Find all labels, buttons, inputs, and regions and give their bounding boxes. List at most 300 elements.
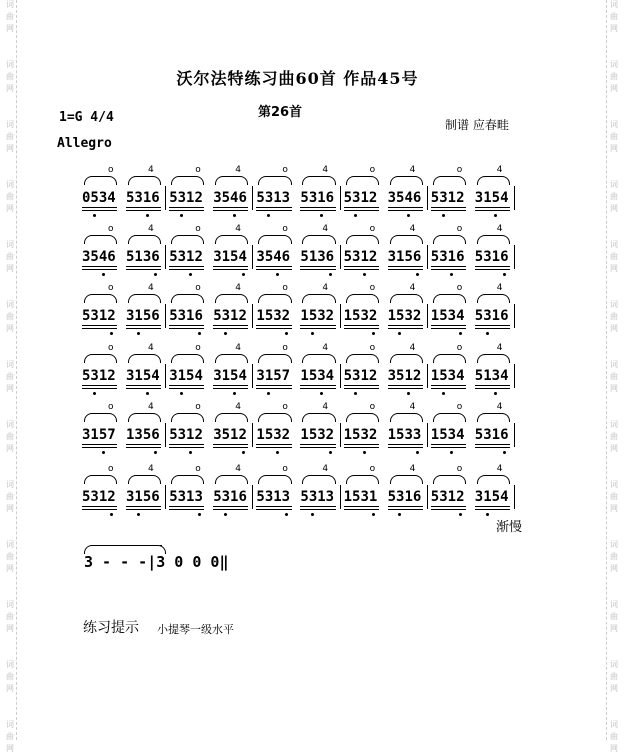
watermark-glyph: 曲 bbox=[610, 432, 618, 441]
open-string-mark: o bbox=[282, 165, 288, 175]
slur bbox=[84, 475, 117, 484]
note-group: 5134 bbox=[474, 368, 509, 384]
slur bbox=[346, 176, 379, 185]
slur bbox=[171, 176, 204, 185]
open-string-mark: o bbox=[456, 224, 463, 234]
fingering-mark: 4 bbox=[409, 464, 416, 474]
fingering-mark: 4 bbox=[235, 343, 241, 353]
note-group: 5312 bbox=[430, 190, 465, 206]
note-group: 1534 bbox=[430, 308, 465, 324]
open-string-mark: o bbox=[195, 224, 201, 234]
open-string-mark: o bbox=[195, 165, 201, 175]
practice-level: 小提琴一级水平 bbox=[157, 623, 234, 636]
note-group: 1532 bbox=[256, 308, 291, 324]
octave-dot bbox=[146, 392, 149, 395]
watermark-glyph: 网 bbox=[6, 684, 14, 693]
slur bbox=[171, 235, 204, 244]
octave-dot bbox=[180, 392, 183, 395]
octave-dot bbox=[276, 451, 279, 454]
slur bbox=[390, 294, 423, 303]
note-group: 3154 bbox=[474, 190, 509, 206]
watermark-glyph: 曲 bbox=[6, 372, 14, 381]
octave-dot bbox=[459, 332, 462, 335]
open-string-mark: o bbox=[108, 464, 114, 474]
slur bbox=[477, 475, 510, 484]
octave-dot bbox=[93, 214, 96, 217]
octave-dot bbox=[102, 273, 105, 276]
bar-line bbox=[427, 245, 428, 269]
slur bbox=[302, 294, 335, 303]
open-string-mark: o bbox=[108, 165, 114, 175]
slur bbox=[84, 413, 117, 422]
octave-dot bbox=[198, 332, 201, 335]
slur bbox=[84, 294, 117, 303]
octave-dot bbox=[233, 214, 236, 217]
octave-dot bbox=[233, 392, 236, 395]
watermark-glyph: 词 bbox=[6, 660, 14, 669]
fingering-mark: 4 bbox=[409, 402, 416, 412]
watermark-glyph: 词 bbox=[610, 720, 618, 729]
transcriber-credit: 制谱 应春畦 bbox=[445, 118, 509, 132]
octave-dot bbox=[198, 513, 201, 516]
note-group: 5312 bbox=[169, 427, 203, 443]
note-group: 1531 bbox=[343, 489, 378, 505]
watermark-glyph: 词 bbox=[610, 360, 618, 369]
bar-line bbox=[427, 304, 428, 328]
watermark-glyph: 网 bbox=[6, 564, 14, 573]
watermark-glyph: 曲 bbox=[610, 492, 618, 501]
octave-dot bbox=[180, 214, 183, 217]
note-group: 5136 bbox=[126, 249, 160, 265]
note-group: 3157 bbox=[82, 427, 116, 443]
note-group: 1534 bbox=[300, 368, 335, 384]
slur bbox=[390, 413, 423, 422]
fingering-mark: 4 bbox=[409, 165, 416, 175]
note-group: 3546 bbox=[387, 190, 422, 206]
fingering-mark: 4 bbox=[148, 283, 154, 293]
octave-dot bbox=[102, 451, 105, 454]
note-group: 5313 bbox=[300, 489, 335, 505]
watermark-glyph: 曲 bbox=[6, 612, 14, 621]
bar-line bbox=[427, 186, 428, 210]
watermark-glyph: 词 bbox=[6, 300, 14, 309]
octave-dot bbox=[329, 451, 332, 454]
octave-dot bbox=[311, 513, 314, 516]
note-group: 5312 bbox=[343, 190, 378, 206]
bar-line bbox=[165, 485, 166, 509]
octave-dot bbox=[267, 392, 270, 395]
note-group: 3156 bbox=[126, 308, 160, 324]
open-string-mark: o bbox=[369, 343, 376, 353]
watermark-glyph: 曲 bbox=[6, 492, 14, 501]
octave-dot bbox=[146, 214, 149, 217]
slur bbox=[128, 294, 161, 303]
watermark-glyph: 网 bbox=[610, 624, 618, 633]
open-string-mark: o bbox=[456, 343, 463, 353]
open-string-mark: o bbox=[282, 283, 288, 293]
slur bbox=[433, 475, 466, 484]
note-group: 5313 bbox=[256, 489, 291, 505]
bar-line bbox=[165, 304, 166, 328]
watermark-glyph: 曲 bbox=[610, 552, 618, 561]
watermark-glyph: 词 bbox=[610, 660, 618, 669]
watermark-glyph: 词 bbox=[6, 0, 14, 9]
watermark-glyph: 词 bbox=[6, 420, 14, 429]
open-string-mark: o bbox=[456, 402, 463, 412]
slur bbox=[258, 294, 291, 303]
watermark-glyph: 网 bbox=[6, 444, 14, 453]
bar-line bbox=[340, 186, 341, 210]
tempo-marking: Allegro bbox=[57, 136, 112, 151]
note-group: 5312 bbox=[82, 308, 116, 324]
bar-line bbox=[165, 245, 166, 269]
bar-line bbox=[252, 304, 253, 328]
open-string-mark: o bbox=[456, 283, 463, 293]
watermark-glyph: 网 bbox=[610, 144, 618, 153]
final-measures: 3 - - -|3 0 0 0‖ bbox=[84, 553, 229, 571]
watermark-glyph: 网 bbox=[610, 444, 618, 453]
note-group: 5316 bbox=[169, 308, 203, 324]
watermark-glyph: 词 bbox=[610, 120, 618, 129]
octave-dot bbox=[398, 513, 401, 516]
slur bbox=[390, 354, 423, 363]
watermark-glyph: 网 bbox=[610, 324, 618, 333]
fingering-mark: 4 bbox=[496, 402, 503, 412]
octave-dot bbox=[110, 332, 113, 335]
octave-dot bbox=[486, 332, 489, 335]
slur bbox=[302, 235, 335, 244]
slur bbox=[258, 354, 291, 363]
fingering-mark: 4 bbox=[322, 165, 329, 175]
bar-line bbox=[427, 364, 428, 388]
slur bbox=[215, 475, 248, 484]
watermark-glyph: 曲 bbox=[6, 252, 14, 261]
watermark-glyph: 曲 bbox=[610, 372, 618, 381]
note-group: 3512 bbox=[387, 368, 422, 384]
watermark-glyph: 词 bbox=[6, 720, 14, 729]
slur bbox=[258, 413, 291, 422]
note-group: 1356 bbox=[126, 427, 160, 443]
fingering-mark: 4 bbox=[496, 165, 503, 175]
slur bbox=[128, 235, 161, 244]
watermark-glyph: 曲 bbox=[6, 192, 14, 201]
note-group: 5312 bbox=[169, 190, 203, 206]
octave-dot bbox=[320, 392, 323, 395]
fingering-mark: 4 bbox=[409, 224, 416, 234]
note-group: 3512 bbox=[213, 427, 247, 443]
watermark-glyph: 曲 bbox=[610, 12, 618, 21]
watermark-glyph: 网 bbox=[6, 144, 14, 153]
fingering-mark: 4 bbox=[148, 343, 154, 353]
watermark-glyph: 网 bbox=[6, 384, 14, 393]
watermark-glyph: 曲 bbox=[610, 672, 618, 681]
bar-line bbox=[252, 364, 253, 388]
slur bbox=[346, 294, 379, 303]
open-string-mark: o bbox=[108, 343, 114, 353]
practice-hint-label: 练习提示 bbox=[83, 620, 139, 636]
bar-line bbox=[252, 485, 253, 509]
octave-dot bbox=[189, 451, 192, 454]
note-group: 1532 bbox=[387, 308, 422, 324]
note-group: 1534 bbox=[430, 427, 465, 443]
watermark-glyph: 词 bbox=[6, 540, 14, 549]
open-string-mark: o bbox=[195, 283, 201, 293]
octave-dot bbox=[154, 451, 157, 454]
note-group: 5316 bbox=[126, 190, 160, 206]
slur bbox=[171, 354, 204, 363]
octave-dot bbox=[242, 273, 245, 276]
fingering-mark: 4 bbox=[148, 402, 154, 412]
slur bbox=[390, 475, 423, 484]
bar-line bbox=[165, 364, 166, 388]
watermark-glyph: 曲 bbox=[610, 612, 618, 621]
octave-dot bbox=[154, 273, 157, 276]
watermark-glyph: 网 bbox=[610, 684, 618, 693]
slur bbox=[346, 354, 379, 363]
octave-dot bbox=[242, 451, 245, 454]
watermark-glyph: 曲 bbox=[610, 732, 618, 741]
watermark-glyph: 网 bbox=[6, 624, 14, 633]
slur bbox=[302, 176, 335, 185]
watermark-glyph: 网 bbox=[610, 264, 618, 273]
bar-line bbox=[252, 423, 253, 447]
note-group: 3156 bbox=[387, 249, 422, 265]
watermark-glyph: 网 bbox=[610, 84, 618, 93]
watermark-glyph: 曲 bbox=[6, 552, 14, 561]
open-string-mark: o bbox=[108, 283, 114, 293]
note-group: 1532 bbox=[300, 308, 335, 324]
note-group: 5312 bbox=[82, 489, 116, 505]
slur bbox=[477, 176, 510, 185]
bar-line bbox=[514, 364, 515, 388]
open-string-mark: o bbox=[369, 283, 376, 293]
watermark-glyph: 词 bbox=[610, 300, 618, 309]
open-string-mark: o bbox=[195, 464, 201, 474]
piece-number: 第26首 bbox=[257, 105, 303, 120]
slur bbox=[477, 413, 510, 422]
watermark-glyph: 词 bbox=[610, 540, 618, 549]
note-group: 5316 bbox=[474, 249, 509, 265]
open-string-mark: o bbox=[282, 224, 288, 234]
slur bbox=[433, 294, 466, 303]
note-group: 1533 bbox=[387, 427, 422, 443]
open-string-mark: o bbox=[282, 464, 288, 474]
slur bbox=[84, 354, 117, 363]
slur bbox=[171, 475, 204, 484]
slur bbox=[128, 354, 161, 363]
octave-dot bbox=[450, 451, 453, 454]
bar-line bbox=[252, 186, 253, 210]
open-string-mark: o bbox=[369, 464, 376, 474]
page-title: 沃尔法特练习曲60首 作品45号 bbox=[176, 69, 419, 88]
watermark-glyph: 曲 bbox=[6, 12, 14, 21]
open-string-mark: o bbox=[108, 402, 114, 412]
slur bbox=[215, 235, 248, 244]
fingering-mark: 4 bbox=[496, 464, 503, 474]
note-group: 3154 bbox=[213, 368, 247, 384]
watermark-glyph: 网 bbox=[6, 264, 14, 273]
octave-dot bbox=[442, 214, 445, 217]
slur bbox=[477, 354, 510, 363]
octave-dot bbox=[398, 332, 401, 335]
open-string-mark: o bbox=[282, 402, 288, 412]
watermark-glyph: 网 bbox=[610, 384, 618, 393]
fingering-mark: 4 bbox=[235, 402, 241, 412]
slur bbox=[128, 413, 161, 422]
octave-dot bbox=[442, 392, 445, 395]
watermark-glyph: 曲 bbox=[6, 312, 14, 321]
octave-dot bbox=[285, 332, 288, 335]
watermark-glyph: 网 bbox=[6, 744, 14, 753]
note-group: 5316 bbox=[474, 308, 509, 324]
watermark-glyph: 词 bbox=[6, 60, 14, 69]
bar-line bbox=[340, 485, 341, 509]
note-group: 5316 bbox=[430, 249, 465, 265]
note-group: 3156 bbox=[126, 489, 160, 505]
slur bbox=[215, 413, 248, 422]
note-group: 5316 bbox=[213, 489, 247, 505]
slur bbox=[302, 413, 335, 422]
slur bbox=[258, 475, 291, 484]
open-string-mark: o bbox=[369, 402, 376, 412]
fingering-mark: 4 bbox=[235, 283, 241, 293]
watermark-glyph: 词 bbox=[610, 600, 618, 609]
watermark-glyph: 曲 bbox=[610, 312, 618, 321]
note-group: 1532 bbox=[343, 427, 378, 443]
open-string-mark: o bbox=[456, 464, 463, 474]
note-group: 3154 bbox=[126, 368, 160, 384]
slur bbox=[258, 176, 291, 185]
fingering-mark: 4 bbox=[235, 165, 241, 175]
octave-dot bbox=[137, 513, 140, 516]
fingering-mark: 4 bbox=[496, 224, 503, 234]
fingering-mark: 4 bbox=[322, 402, 329, 412]
note-group: 1534 bbox=[430, 368, 465, 384]
octave-dot bbox=[407, 214, 410, 217]
watermark-glyph: 网 bbox=[610, 744, 618, 753]
octave-dot bbox=[363, 451, 366, 454]
bar-line bbox=[514, 485, 515, 509]
note-group: 5312 bbox=[343, 368, 378, 384]
note-group: 5312 bbox=[169, 249, 203, 265]
watermark-glyph: 词 bbox=[6, 180, 14, 189]
bar-line bbox=[340, 245, 341, 269]
octave-dot bbox=[372, 332, 375, 335]
watermark-glyph: 网 bbox=[6, 324, 14, 333]
watermark-glyph: 词 bbox=[610, 240, 618, 249]
note-group: 3154 bbox=[169, 368, 203, 384]
note-group: 0534 bbox=[82, 190, 116, 206]
watermark-glyph: 网 bbox=[6, 504, 14, 513]
watermark-glyph: 网 bbox=[610, 564, 618, 573]
bar-line bbox=[514, 304, 515, 328]
octave-dot bbox=[267, 214, 270, 217]
octave-dot bbox=[110, 513, 113, 516]
slur bbox=[215, 294, 248, 303]
slur bbox=[215, 176, 248, 185]
open-string-mark: o bbox=[108, 224, 114, 234]
note-group: 5316 bbox=[387, 489, 422, 505]
octave-dot bbox=[320, 214, 323, 217]
octave-dot bbox=[363, 273, 366, 276]
slur bbox=[477, 294, 510, 303]
slur bbox=[346, 475, 379, 484]
octave-dot bbox=[224, 513, 227, 516]
note-group: 3546 bbox=[82, 249, 116, 265]
octave-dot bbox=[407, 392, 410, 395]
slur bbox=[171, 413, 204, 422]
bar-line bbox=[514, 186, 515, 210]
note-group: 3546 bbox=[213, 190, 247, 206]
octave-dot bbox=[354, 214, 357, 217]
slur bbox=[302, 354, 335, 363]
open-string-mark: o bbox=[282, 343, 288, 353]
watermark-glyph: 曲 bbox=[610, 132, 618, 141]
slur bbox=[258, 235, 291, 244]
bar-line bbox=[514, 245, 515, 269]
watermark-glyph: 曲 bbox=[610, 72, 618, 81]
note-group: 5136 bbox=[300, 249, 335, 265]
octave-dot bbox=[486, 513, 489, 516]
octave-dot bbox=[311, 332, 314, 335]
octave-dot bbox=[189, 273, 192, 276]
bar-line bbox=[165, 186, 166, 210]
watermark-glyph: 词 bbox=[6, 360, 14, 369]
slur bbox=[433, 413, 466, 422]
watermark-glyph: 词 bbox=[610, 0, 618, 9]
watermark-glyph: 曲 bbox=[6, 132, 14, 141]
note-group: 5313 bbox=[256, 190, 291, 206]
octave-dot bbox=[416, 451, 419, 454]
watermark-glyph: 网 bbox=[610, 24, 618, 33]
octave-dot bbox=[276, 273, 279, 276]
bar-line bbox=[514, 423, 515, 447]
bar-line bbox=[340, 364, 341, 388]
bar-line bbox=[427, 485, 428, 509]
bar-line bbox=[165, 423, 166, 447]
watermark-glyph: 曲 bbox=[610, 192, 618, 201]
watermark-glyph: 曲 bbox=[6, 432, 14, 441]
watermark-glyph: 词 bbox=[610, 420, 618, 429]
slur bbox=[433, 354, 466, 363]
ritardando-marking: 渐慢 bbox=[496, 520, 523, 535]
note-group: 3157 bbox=[256, 368, 291, 384]
watermark-glyph: 词 bbox=[610, 60, 618, 69]
bar-line bbox=[252, 245, 253, 269]
fingering-mark: 4 bbox=[322, 343, 329, 353]
slur bbox=[128, 176, 161, 185]
slur bbox=[128, 475, 161, 484]
watermark-glyph: 网 bbox=[6, 204, 14, 213]
slur bbox=[477, 235, 510, 244]
bar-line bbox=[340, 423, 341, 447]
fingering-mark: 4 bbox=[496, 343, 503, 353]
note-group: 3154 bbox=[474, 489, 509, 505]
watermark-glyph: 曲 bbox=[6, 672, 14, 681]
watermark-glyph: 网 bbox=[610, 204, 618, 213]
octave-dot bbox=[372, 513, 375, 516]
watermark-glyph: 网 bbox=[610, 504, 618, 513]
key-signature: 1=G 4/4 bbox=[59, 110, 114, 125]
watermark-glyph: 网 bbox=[6, 84, 14, 93]
open-string-mark: o bbox=[195, 343, 201, 353]
octave-dot bbox=[503, 273, 506, 276]
watermark-glyph: 词 bbox=[610, 480, 618, 489]
bar-line bbox=[340, 304, 341, 328]
bar-line bbox=[427, 423, 428, 447]
octave-dot bbox=[494, 392, 497, 395]
octave-dot bbox=[459, 513, 462, 516]
